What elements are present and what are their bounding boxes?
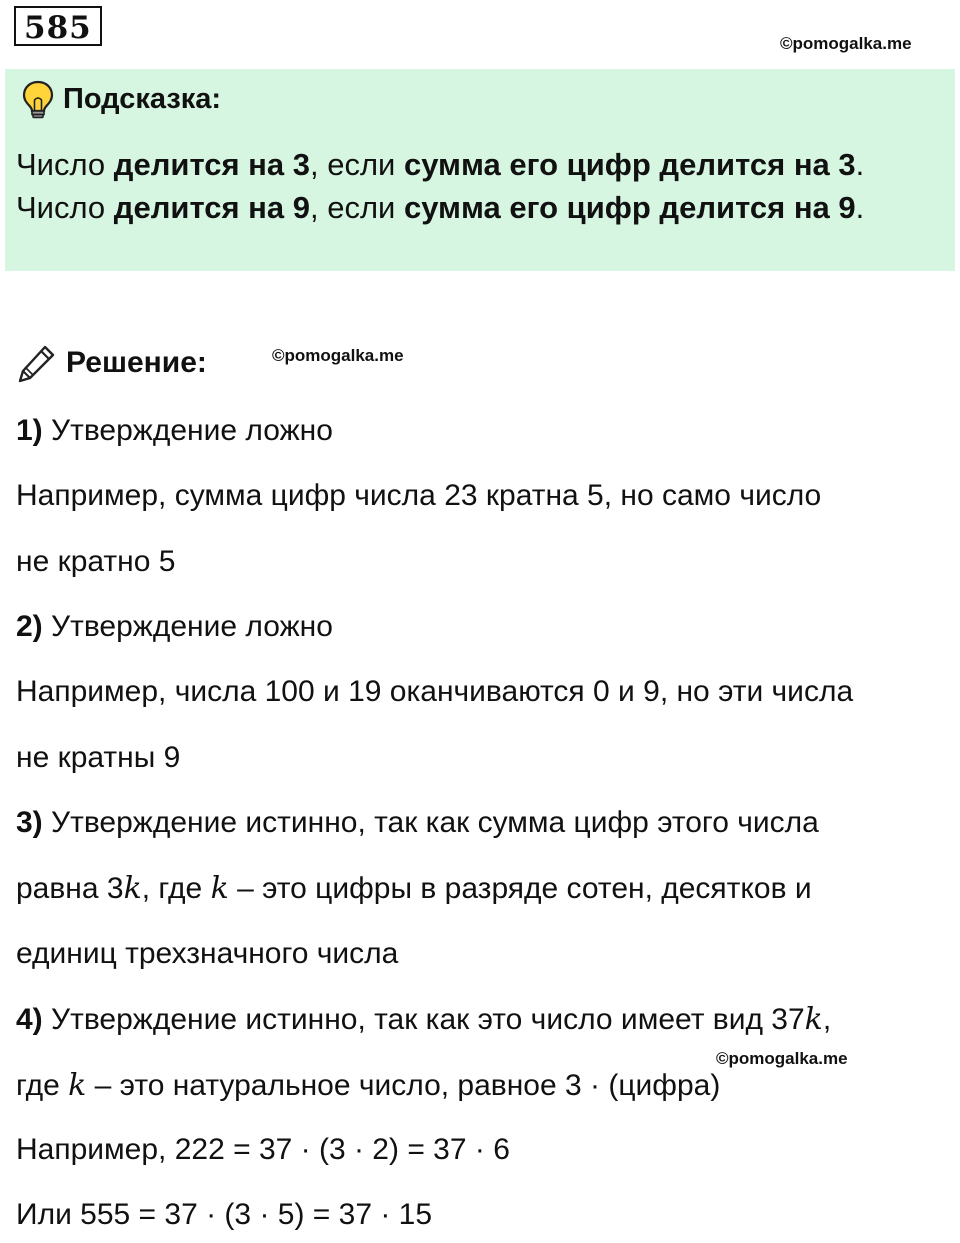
- watermark: ©pomogalka.me: [716, 1049, 848, 1068]
- item-3-line: единиц трехзначного числа: [16, 937, 399, 970]
- hint-box: [5, 69, 955, 271]
- item-3-statement: 3) Утверждение истинно, так как сумма цифр этого числа: [16, 806, 819, 839]
- item-4-example: Или 555 = 37 · (3 · 5) = 37 · 15: [16, 1198, 433, 1231]
- item-3-line: равна 3k, где k – это цифры в разряде сотен, десятков и: [16, 871, 812, 906]
- item-2-statement: 2) Утверждение ложно: [16, 610, 333, 643]
- hint-title: Подсказка:: [63, 82, 222, 115]
- problem-number: 585: [14, 6, 102, 46]
- item-4-example: Например, 222 = 37 · (3 · 2) = 37 · 6: [16, 1133, 510, 1166]
- item-1-statement: 1) Утверждение ложно: [16, 414, 333, 447]
- item-2-line: Например, числа 100 и 19 оканчиваются 0 и 9, но эти числа: [16, 675, 854, 708]
- item-4-line: где k – это натуральное число, равное 3 · (цифра): [16, 1068, 721, 1103]
- solution-header: [16, 340, 207, 386]
- item-4-statement: 4) Утверждение истинно, так как это число имеет вид 37k,: [16, 1002, 832, 1037]
- hint-header: [21, 79, 221, 119]
- solution-title: Решение:: [66, 346, 207, 379]
- lightbulb-icon: [21, 79, 55, 119]
- item-1-line: не кратно 5: [16, 545, 176, 578]
- item-1-line: Например, сумма цифр числа 23 кратна 5, но само число: [16, 479, 822, 512]
- hint-rule-9: Число делится на 9, если сумма его цифр делится на 9.: [16, 190, 865, 225]
- watermark: ©pomogalka.me: [780, 34, 912, 53]
- pencil-icon: [16, 342, 58, 384]
- hint-rule-3: Число делится на 3, если сумма его цифр делится на 3.: [16, 147, 865, 182]
- item-2-line: не кратны 9: [16, 741, 181, 774]
- watermark: ©pomogalka.me: [272, 346, 404, 365]
